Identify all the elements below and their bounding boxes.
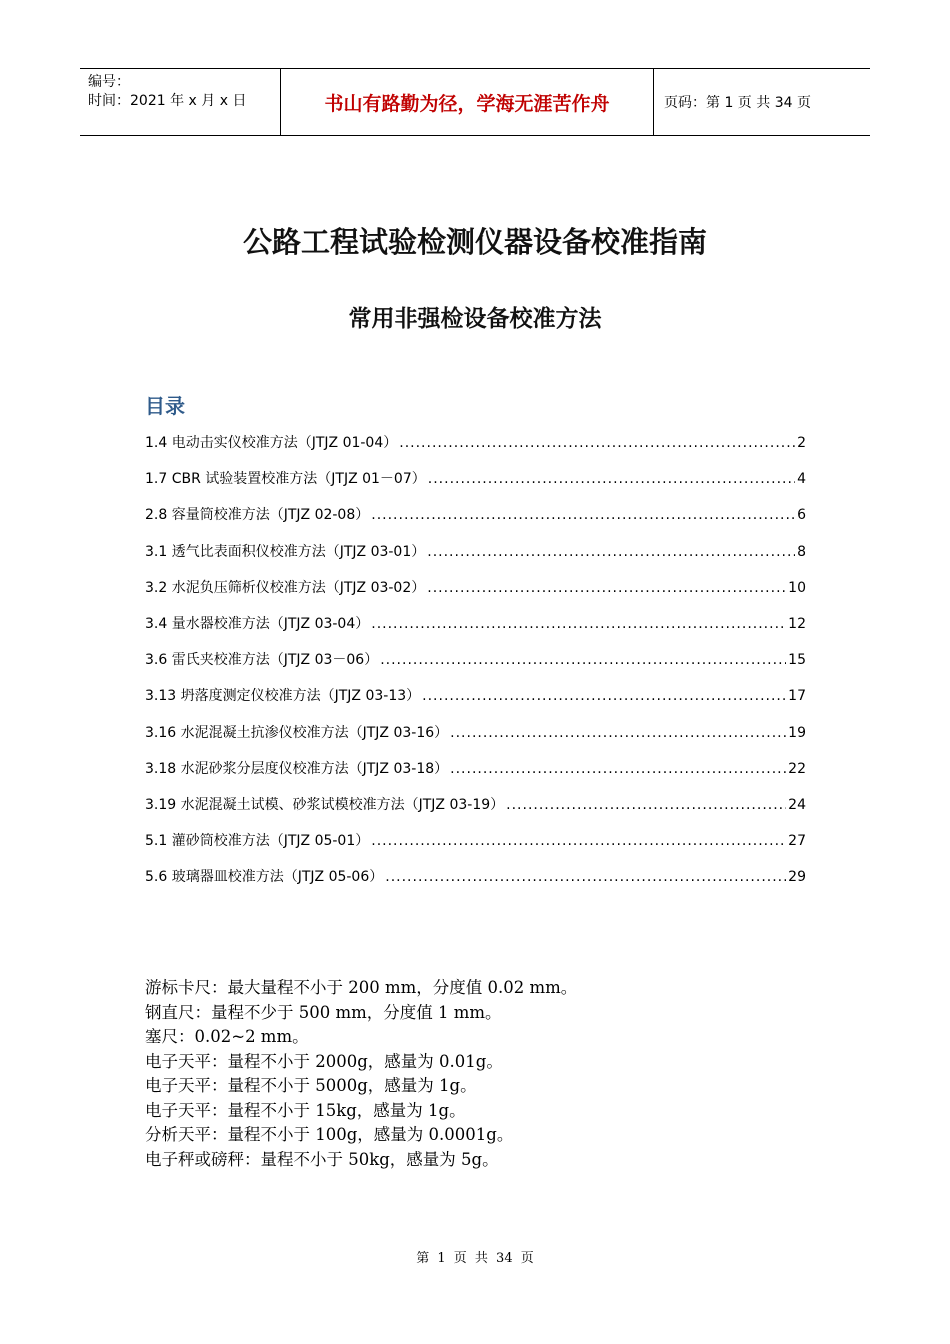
page-footer: 第 1 页 共 34 页 [416, 1251, 534, 1266]
toc-entry[interactable] [145, 830, 806, 866]
page-header [80, 68, 870, 136]
toc-entry-label: 1.4 电动击实仪校准方法（JTJZ 01-04） [145, 435, 398, 451]
toc-entry-label: 3.19 水泥混凝土试模、砂浆试模校准方法（JTJZ 03-19） [145, 796, 505, 813]
equipment-line: 电子秤或磅秤：量程不小于 50kg，感量为 5g。 [145, 1149, 499, 1169]
toc-dot-leader [399, 435, 795, 451]
toc-entry[interactable] [145, 722, 806, 758]
equipment-line: 电子天平：量程不小于 2000g，感量为 0.01g。 [145, 1051, 503, 1071]
toc-entry[interactable] [145, 541, 806, 577]
toc-entry-page: 17 [788, 688, 806, 705]
document-number-label: 编号： [88, 74, 130, 90]
toc-entry-label: 3.18 水泥砂浆分层度仪校准方法（JTJZ 03-18） [145, 760, 449, 777]
header-meta [80, 69, 281, 135]
toc-entry-page: 12 [788, 615, 806, 632]
toc-entry-page: 22 [788, 760, 806, 777]
equipment-line: 分析天平：量程不小于 100g，感量为 0.0001g。 [145, 1125, 514, 1144]
document-time-label: 时间：2021 年 x 月 x 日 [88, 93, 247, 109]
equipment-list [145, 976, 577, 1172]
toc-entry[interactable] [145, 866, 806, 902]
toc-entry-page: 15 [788, 652, 806, 669]
toc-dot-leader [450, 725, 786, 741]
toc-dot-leader [371, 507, 795, 523]
equipment-line: 游标卡尺：最大量程不小于 200 mm，分度值 0.02 mm。 [145, 978, 578, 997]
equipment-line: 电子天平：量程不小于 15kg，感量为 1g。 [145, 1100, 466, 1120]
toc-dot-leader [385, 869, 786, 885]
toc-entry-page: 19 [788, 724, 806, 741]
toc-dot-leader [506, 797, 786, 813]
toc-dot-leader [450, 761, 786, 777]
toc-entry-label: 1.7 CBR 试验装置校准方法（JTJZ 01－07） [145, 471, 426, 488]
header-page-info: 页码：第 1 页 共 34 页 [664, 95, 811, 111]
toc-entry-page: 2 [797, 435, 806, 451]
toc-entry-page: 4 [797, 471, 806, 488]
toc-entry[interactable] [145, 468, 806, 504]
toc-entry[interactable] [145, 685, 806, 721]
toc-entry[interactable] [145, 432, 806, 468]
toc-entry[interactable] [145, 613, 806, 649]
equipment-line: 电子天平：量程不小于 5000g，感量为 1g。 [145, 1076, 477, 1095]
toc-dot-leader [371, 833, 786, 849]
toc-entry[interactable] [145, 758, 806, 794]
toc-entry[interactable] [145, 794, 806, 830]
equipment-line: 塞尺：0.02~2 mm。 [145, 1027, 309, 1046]
header-motto: 书山有路勤为径，学海无涯苦作舟 [281, 69, 654, 135]
document-subtitle: 常用非强检设备校准方法 [348, 306, 602, 332]
toc-dot-leader [422, 688, 786, 704]
toc-entry-label: 5.6 玻璃器皿校准方法（JTJZ 05-06） [145, 869, 384, 886]
document-title: 公路工程试验检测仪器设备校准指南 [242, 225, 707, 259]
toc-dot-leader [427, 580, 786, 596]
toc-entry-page: 29 [788, 869, 806, 886]
toc-entry-label: 3.4 量水器校准方法（JTJZ 03-04） [145, 615, 370, 632]
toc-entry-label: 5.1 灌砂筒校准方法（JTJZ 05-01） [145, 833, 370, 850]
toc-entry-label: 3.16 水泥混凝土抗渗仪校准方法（JTJZ 03-16） [145, 724, 449, 741]
toc-entry-page: 24 [788, 796, 806, 813]
toc-entry-label: 3.2 水泥负压筛析仪校准方法（JTJZ 03-02） [145, 579, 426, 596]
toc-entry-page: 8 [797, 543, 806, 560]
toc-entry-page: 6 [797, 507, 806, 524]
equipment-line: 钢直尺：量程不少于 500 mm，分度值 1 mm。 [145, 1002, 502, 1022]
toc-entry-page: 10 [788, 579, 806, 596]
toc-entry[interactable] [145, 577, 806, 613]
toc-entry-label: 3.13 坍落度测定仪校准方法（JTJZ 03-13） [145, 688, 421, 705]
toc-heading: 目录 [145, 394, 185, 418]
toc-entry-label: 3.1 透气比表面积仪校准方法（JTJZ 03-01） [145, 543, 426, 560]
toc-dot-leader [371, 616, 786, 632]
toc-entry-label: 2.8 容量筒校准方法（JTJZ 02-08） [145, 507, 370, 524]
toc-dot-leader [380, 652, 786, 668]
table-of-contents [145, 432, 806, 902]
toc-entry-label: 3.6 雷氏夹校准方法（JTJZ 03－06） [145, 652, 379, 669]
toc-entry[interactable] [145, 504, 806, 540]
toc-dot-leader [427, 544, 795, 560]
toc-dot-leader [428, 471, 795, 487]
toc-entry-page: 27 [788, 833, 806, 850]
toc-entry[interactable] [145, 649, 806, 685]
